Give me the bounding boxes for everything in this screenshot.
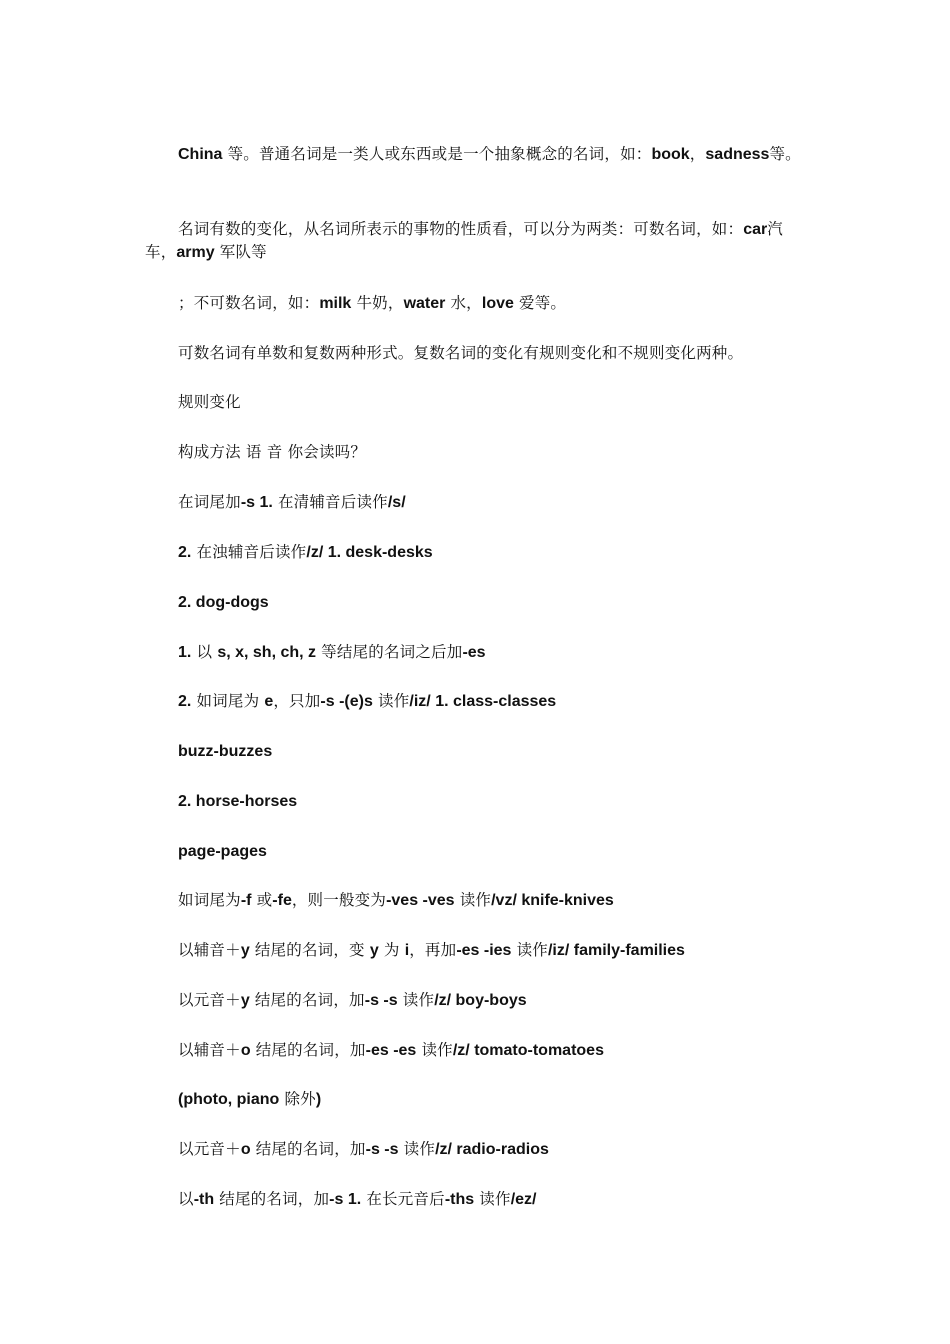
text-run: ；不可数名词，如： [178, 294, 320, 312]
bold-text-run: /z/ tomato-tomatoes [452, 1042, 604, 1059]
text-run: ，则一般变为 [291, 891, 387, 909]
rule-vowel-y [178, 989, 527, 1011]
bold-text-run: buzz-buzzes [178, 743, 273, 760]
text-run: 如词尾为 [191, 692, 265, 710]
bold-text-run: -fe [272, 892, 292, 909]
text-run: 以辅音＋ [178, 941, 241, 959]
text-run: 水， [445, 294, 482, 312]
bold-text-run: -ths [444, 1191, 475, 1208]
bold-text-run: car [743, 221, 768, 238]
bold-text-run: s, x, sh, ch, z [217, 644, 317, 661]
bold-text-run: (photo, piano [178, 1091, 280, 1108]
bold-text-run: y [240, 942, 250, 959]
text-run: 结尾的名词，加 [214, 1190, 330, 1208]
text-run: 以 [191, 643, 218, 661]
text-run: 等结尾的名词之后加 [316, 643, 463, 661]
bold-text-run: y [240, 992, 250, 1009]
text-run: 在浊辅音后读作 [191, 543, 307, 561]
example-page-pages [178, 840, 267, 862]
bold-text-run: 2. horse-horses [178, 793, 298, 810]
bold-text-run: e [264, 693, 274, 710]
text-run: 可数名词有单数和复数两种形式。复数名词的变化有规则变化和不规则变化两种。 [178, 344, 744, 362]
bold-text-run: 1. [178, 644, 192, 661]
text-run: 读作 [397, 991, 435, 1009]
bold-text-run: /vz/ knife-knives [491, 892, 614, 909]
text-run: 读作 [416, 1041, 453, 1059]
bold-text-run: /z/ boy-boys [434, 992, 527, 1009]
bold-text-run: milk [319, 295, 352, 312]
example-horse-horses [178, 790, 297, 812]
text-run: 在清辅音后读作 [272, 493, 388, 511]
bold-text-run: China [178, 146, 223, 163]
rule-consonant-y [178, 939, 685, 961]
bold-text-run: o [240, 1141, 251, 1158]
bold-text-run: -s -s [365, 1141, 399, 1158]
rule-consonant-o [178, 1039, 604, 1061]
bold-text-run: /iz/ family-families [547, 942, 685, 959]
text-run: 结尾的名词，加 [250, 1041, 366, 1059]
text-run: ，再加 [409, 941, 457, 959]
bold-text-run: y [369, 942, 379, 959]
bold-text-run: -s 1. [240, 494, 273, 511]
text-run: 在词尾加 [178, 493, 241, 511]
heading-regular-changes [178, 391, 241, 413]
text-run: 爱等。 [513, 294, 567, 312]
text-run: 等。普通名词是一类人或东西或是一个抽象概念的名词，如： [222, 145, 652, 163]
bold-text-run: 2. [178, 544, 192, 561]
bold-text-run: -s -s [364, 992, 398, 1009]
text-run: 读作 [398, 1140, 436, 1158]
bold-text-run: -s 1. [329, 1191, 362, 1208]
bold-text-run: 2. [178, 693, 192, 710]
rule-th [178, 1188, 536, 1210]
text-run: 规则变化 [178, 393, 241, 411]
bold-text-run: 2. dog-dogs [178, 594, 269, 611]
text-run: 结尾的名词，加 [249, 991, 365, 1009]
bold-text-run: -es -es [365, 1042, 417, 1059]
bold-text-run: /iz/ 1. class-classes [409, 693, 557, 710]
text-run: 以 [178, 1190, 194, 1208]
text-run: 除外 [279, 1090, 316, 1108]
rule-ending-e [178, 690, 556, 712]
paragraph-singular-plural [178, 342, 743, 364]
example-dog-dogs [178, 591, 269, 613]
bold-text-run: -f [240, 892, 252, 909]
text-run: 等。 [769, 145, 801, 163]
text-run: 名词有数的变化，从名词所表示的事物的性质看，可以分为两类：可数名词，如： [178, 220, 744, 238]
bold-text-run: i [404, 942, 410, 959]
rule-vowel-o [178, 1138, 549, 1160]
text-run: 以元音＋ [178, 991, 241, 1009]
bold-text-run: -ves -ves [386, 892, 455, 909]
text-run: 结尾的名词，加 [250, 1140, 366, 1158]
bold-text-run: -es [462, 644, 486, 661]
bold-text-run: /z/ radio-radios [435, 1141, 549, 1158]
bold-text-run: ) [315, 1091, 322, 1108]
example-buzz-buzzes [178, 740, 272, 762]
text-run: 如词尾为 [178, 891, 241, 909]
rule-voiced-consonant [178, 541, 433, 563]
bold-text-run: /ez/ [510, 1191, 537, 1208]
text-run: 结尾的名词，变 [249, 941, 370, 959]
bold-text-run: book [651, 146, 690, 163]
rule-f-fe [178, 889, 614, 911]
paragraph-uncountable-nouns [178, 292, 566, 314]
paragraph-proper-common-nouns [145, 143, 810, 166]
text-run: 以辅音＋ [178, 1041, 241, 1059]
text-run: 牛奶， [351, 294, 404, 312]
bold-text-run: water [403, 295, 446, 312]
rule-add-s [178, 491, 406, 513]
bold-text-run: -es -ies [456, 942, 512, 959]
text-run: 在长元音后 [361, 1190, 445, 1208]
text-run: 读作 [372, 692, 410, 710]
bold-text-run: o [240, 1042, 251, 1059]
bold-text-run: -th [193, 1191, 215, 1208]
bold-text-run: /s/ [387, 494, 406, 511]
text-run: 为 [378, 941, 405, 959]
rule-exceptions-photo-piano [178, 1088, 321, 1110]
text-run: 读作 [511, 941, 548, 959]
bold-text-run: sadness [705, 146, 770, 163]
text-run: 以元音＋ [178, 1140, 241, 1158]
text-run: 军队等 [214, 243, 267, 261]
text-run: 读作 [474, 1190, 511, 1208]
text-run: 汽车， [145, 220, 783, 261]
table-header-line [178, 441, 366, 463]
text-run: 或 [251, 891, 273, 909]
paragraph-countable-nouns [145, 218, 810, 264]
text-run: ，只加 [273, 692, 321, 710]
bold-text-run: page-pages [178, 843, 267, 860]
text-run: 构成方法 语 音 你会读吗？ [178, 443, 367, 461]
bold-text-run: -s -(e)s [320, 693, 373, 710]
text-run: ， [689, 145, 706, 163]
bold-text-run: /z/ 1. desk-desks [306, 544, 433, 561]
text-run: 读作 [454, 891, 492, 909]
bold-text-run: army [176, 244, 215, 261]
rule-add-es [178, 641, 486, 663]
bold-text-run: love [481, 295, 514, 312]
